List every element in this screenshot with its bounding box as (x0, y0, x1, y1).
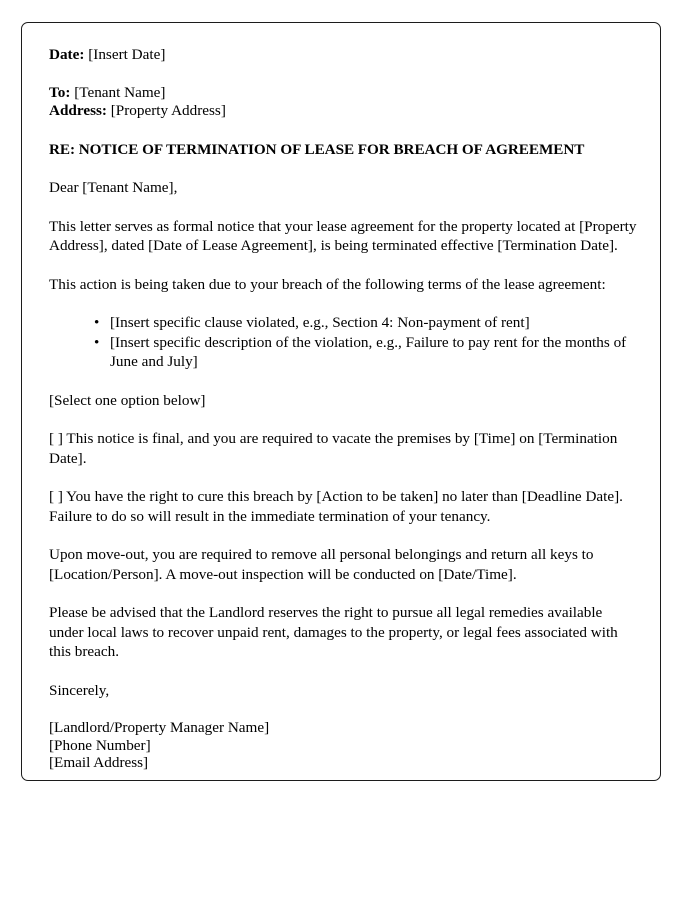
option-one-checkbox-line: [ ] This notice is final, and you are required to vacate the premises by [Time] on [Termination Date]. (49, 430, 618, 467)
recipient-to-line (49, 84, 638, 103)
list-item (49, 313, 638, 333)
subject-line: RE: NOTICE OF TERMINATION OF LEASE FOR BREACH OF AGREEMENT (49, 140, 585, 158)
breach-items-list (49, 313, 638, 372)
recipient-to-label: To: (49, 83, 71, 101)
recipient-address-value: [Property Address] (110, 102, 226, 119)
paragraph-intro: This letter serves as formal notice that your lease agreement for the property located at [Property Address], dated [Date of Lease Agreement], is being terminated effective [Termination Date]. (49, 217, 637, 254)
letter-border-frame (21, 22, 661, 781)
list-item (49, 333, 638, 372)
option-instruction: [Select one option below] (49, 391, 206, 409)
date-line (49, 46, 638, 65)
signature-name-line: [Landlord/Property Manager Name] (49, 719, 270, 736)
signature-email-line: [Email Address] (49, 754, 149, 772)
salutation: Dear [Tenant Name], (49, 179, 178, 196)
closing: Sincerely, (49, 681, 110, 699)
letter-content (49, 46, 638, 772)
date-value: [Insert Date] (88, 46, 166, 63)
recipient-block (49, 84, 638, 121)
recipient-to-value: [Tenant Name] (74, 83, 166, 101)
recipient-address-label: Address: (49, 102, 107, 119)
paragraph-legal: Please be advised that the Landlord reserves the right to pursue all legal remedies available under local laws to recover unpaid rent, damages to the property, or legal fees associated with this breach. (49, 604, 618, 660)
list-item-text: [Insert specific clause violated, e.g., Section 4: Non-payment of rent] (110, 314, 530, 331)
bullet-icon: • (94, 333, 100, 351)
recipient-address-line (49, 102, 638, 121)
date-block (49, 46, 638, 65)
option-two-checkbox-line: [ ] You have the right to cure this breach by [Action to be taken] no later than [Deadline Date]. Failure to do so will result in the immediate termination of your tenancy. (49, 488, 623, 525)
paragraph-moveout: Upon move-out, you are required to remove all personal belongings and return all keys to [Location/Person]. A move-out inspection will be conducted on [Date/Time]. (49, 546, 594, 583)
signature-phone-line: [Phone Number] (49, 736, 151, 754)
bullet-icon: • (94, 314, 100, 331)
date-label: Date: (49, 46, 85, 63)
signature-block (49, 719, 638, 772)
list-item-text: [Insert specific description of the violation, e.g., Failure to pay rent for the months of June and July] (110, 333, 627, 370)
paragraph-breach: This action is being taken due to your breach of the following terms of the lease agreement: (49, 275, 606, 293)
